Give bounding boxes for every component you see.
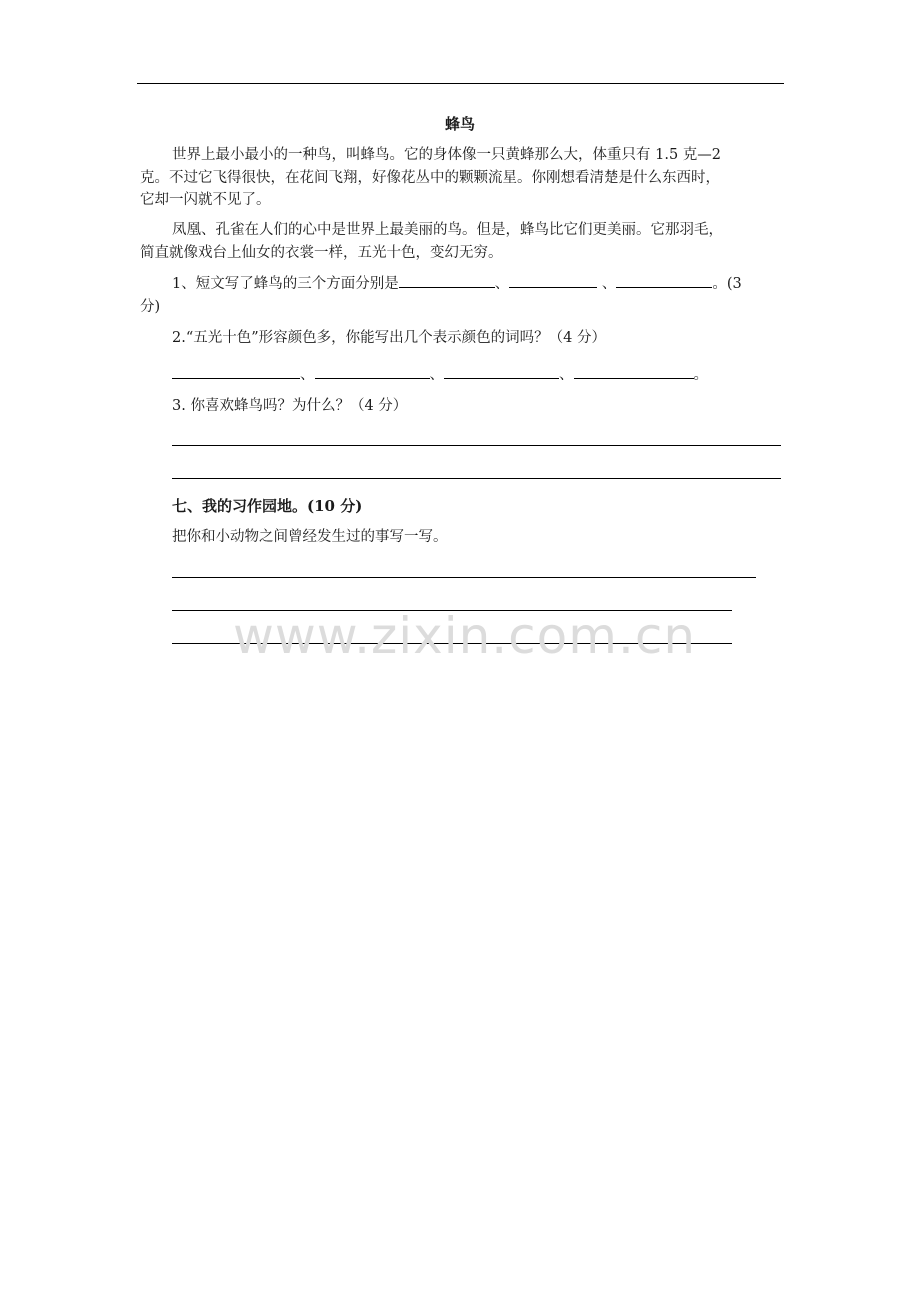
answer-blank[interactable] — [574, 364, 694, 379]
answer-blank[interactable] — [315, 364, 430, 379]
separator: 、 — [559, 367, 574, 383]
answer-line[interactable] — [172, 478, 781, 479]
answer-blank[interactable] — [172, 364, 300, 379]
section-7-heading: 七、我的习作园地。(10 分) — [172, 497, 363, 515]
passage-p1-line1: 世界上最小最小的一种鸟，叫蜂鸟。它的身体像一只黄蜂那么大，体重只有 1.5 克—2 — [172, 147, 722, 163]
separator: 、 — [494, 276, 510, 292]
header-rule — [137, 83, 784, 84]
section-7-prompt: 把你和小动物之间曾经发生过的事写一写。 — [172, 529, 448, 545]
answer-blank[interactable] — [399, 273, 495, 288]
answer-blank[interactable] — [444, 364, 559, 379]
answer-blank[interactable] — [616, 273, 712, 288]
answer-line[interactable] — [172, 445, 781, 446]
question-2-answers — [172, 364, 708, 386]
separator: 、 — [300, 367, 315, 383]
watermark: www.zixin.com.cn — [233, 607, 697, 665]
passage-p1-line3: 它却一闪就不见了。 — [140, 192, 271, 208]
writing-line[interactable] — [172, 577, 756, 578]
passage-p1-line2: 克。不过它飞得很快，在花间飞翔，好像花丛中的颗颗流星。你刚想看清楚是什么东西时， — [140, 170, 720, 186]
question-3-text: 3. 你喜欢蜂鸟吗？为什么？（4 分） — [172, 398, 408, 414]
question-1 — [172, 273, 742, 295]
question-1-text: 1、短文写了蜂鸟的三个方面分别是 — [172, 276, 399, 292]
separator: 、 — [429, 367, 444, 383]
question-1-score-cont: 分) — [140, 299, 161, 315]
passage-p2-line2: 简直就像戏台上仙女的衣裳一样，五光十色，变幻无穷。 — [140, 245, 503, 261]
period: 。 — [693, 367, 708, 383]
passage-p2-line1: 凤凰、孔雀在人们的心中是世界上最美丽的鸟。但是，蜂鸟比它们更美丽。它那羽毛， — [172, 222, 723, 238]
question-1-score: 。(3 — [712, 276, 742, 292]
separator: 、 — [597, 276, 617, 292]
passage-title: 蜂鸟 — [444, 115, 475, 133]
question-2-text: 2.“五光十色”形容颜色多，你能写出几个表示颜色的词吗？（4 分） — [172, 330, 606, 346]
answer-blank[interactable] — [509, 273, 597, 288]
